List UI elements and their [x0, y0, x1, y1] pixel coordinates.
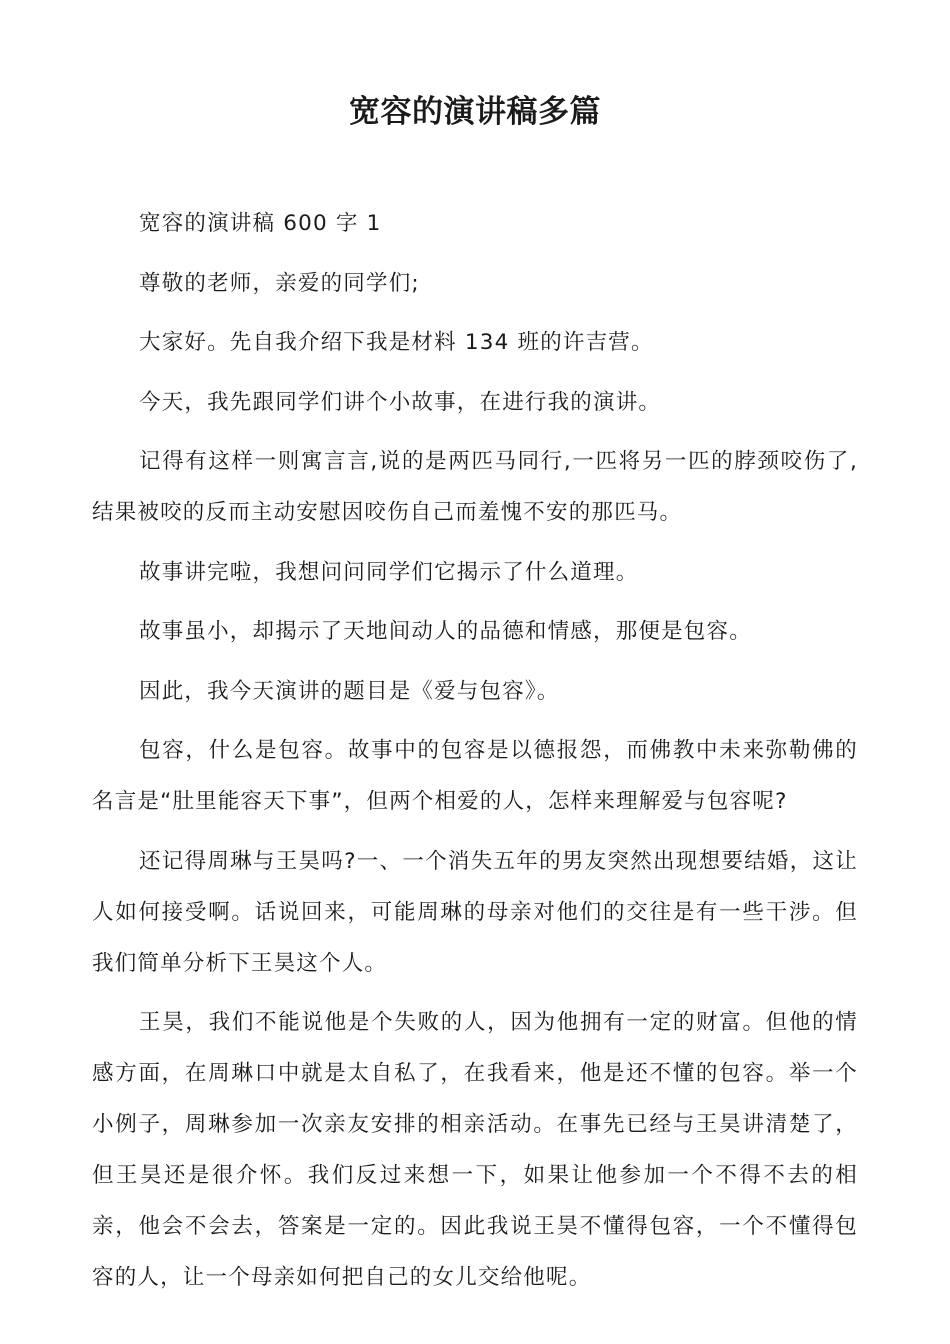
document-body [92, 198, 858, 1312]
paragraph-salutation: 尊敬的老师，亲爱的同学们; [139, 270, 420, 296]
paragraph-example: 还记得周琳与王昊吗?一、一个消失五年的男友突然出现想要结婚，这让人如何接受啊。话说回来，可能周琳的母亲对他们的交往是有一些干涉。但我们简单分析下王昊这个人。 [92, 848, 858, 976]
document-title: 宽容的演讲稿多篇 [349, 94, 601, 130]
paragraph-greeting: 大家好。先自我介绍下我是材料 134 班的许吉营。 [139, 330, 654, 355]
paragraph-topic: 因此，我今天演讲的题目是《爱与包容》。 [139, 678, 560, 704]
paragraph-intro: 今天，我先跟同学们讲个小故事，在进行我的演讲。 [139, 389, 662, 415]
paragraph-lesson: 故事虽小，却揭示了天地间动人的品德和情感，那便是包容。 [139, 619, 752, 644]
paragraph-subtitle: 宽容的演讲稿 600 字 1 [139, 211, 382, 236]
paragraph-analysis: 王昊，我们不能说他是个失败的人，因为他拥有一定的财富。但他的情感方面，在周琳口中就是太自私了，在我看来，他是还不懂的包容。举一个小例子，周琳参加一次亲友安排的相亲活动。在事先已经与王昊讲清楚了，但王昊还是很介怀。我们反过来想一下，如果让他参加一个不得不去的相亲，他会不会去，答案是一定的。因此我说王昊不懂得包容，一个不懂得包容的人，让一个母亲如何把自己的女儿交给他呢。 [92, 1010, 858, 1290]
paragraph-definition: 包容，什么是包容。故事中的包容是以德报怨，而佛教中未来弥勒佛的名言是“肚里能容天下事”，但两个相爱的人，怎样来理解爱与包容呢? [92, 738, 858, 814]
paragraph-fable: 记得有这样一则寓言言,说的是两匹马同行,一匹将另一匹的脖颈咬伤了,结果被咬的反而主动安慰因咬伤自己而羞愧不安的那匹马。 [92, 449, 858, 525]
paragraph-question: 故事讲完啦，我想问问同学们它揭示了什么道理。 [139, 559, 639, 585]
